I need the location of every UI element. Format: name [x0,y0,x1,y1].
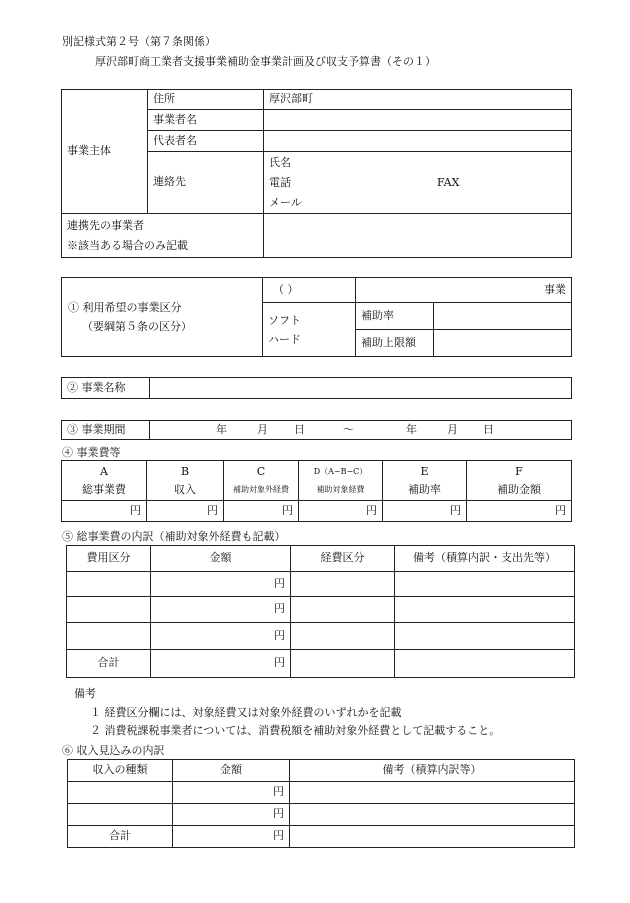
table-row[interactable] [68,804,173,826]
notes-title: 備考 [74,687,96,700]
table-row[interactable] [67,597,151,623]
cost-e-field[interactable]: 円 [383,501,467,522]
cost-c-field[interactable]: 円 [224,501,299,522]
project-name-label: ② 事業名称 [62,378,150,399]
period-month-1: 月 [257,423,268,436]
category-paren[interactable]: （ ） [263,278,356,303]
category-suffix: 事業 [356,278,572,303]
breakdown-header-type: 経費区分 [291,546,395,572]
breakdown-header-amount: 金額 [151,546,291,572]
breakdown-section-title: ⑤ 総事業費の内訳（補助対象外経費も記載） [62,530,286,543]
table-row[interactable] [67,623,151,650]
income-header-notes: 備考（積算内訳等） [290,760,575,782]
soft-option[interactable]: ソフト [268,313,301,327]
period-year-2: 年 [406,423,417,436]
partner-label: 連携先の事業者 ※該当ある場合のみ記載 [62,214,264,258]
period-label: ③ 事業期間 [62,421,150,440]
breakdown-type-field[interactable] [291,572,395,597]
limit-field[interactable] [434,330,572,357]
partner-field[interactable] [264,214,572,258]
cost-col-b: B 収入 [147,461,224,501]
name-label: 氏名 [269,156,291,169]
limit-label: 補助上限額 [356,330,434,357]
income-header-type: 収入の種類 [68,760,173,782]
income-total-field[interactable]: 円 [173,826,290,848]
breakdown-notes-field[interactable] [395,623,575,650]
income-total-label: 合計 [68,826,173,848]
period-year-1: 年 [216,423,227,436]
table-row[interactable] [67,572,151,597]
entity-table [61,89,572,258]
period-month-2: 月 [447,423,458,436]
income-table [67,759,575,848]
breakdown-header-notes: 備考（積算内訳・支出先等） [395,546,575,572]
breakdown-amount-field[interactable]: 円 [151,572,291,597]
breakdown-total-notes[interactable] [395,650,575,678]
page-title: 厚沢部町商工業者支援事業補助金事業計画及び収支予算書（その１） [95,55,436,68]
costs-table [61,460,572,522]
cost-d-field[interactable]: 円 [299,501,383,522]
cost-col-c: C 補助対象外経費 [224,461,299,501]
income-notes-field[interactable] [290,804,575,826]
rate-field[interactable] [434,303,572,330]
cost-col-e: E 補助率 [383,461,467,501]
period-day-2: 日 [483,423,494,436]
rate-label: 補助率 [356,303,434,330]
soft-hard-options[interactable] [263,303,356,357]
project-name-table [61,377,572,399]
project-name-field[interactable] [150,378,572,399]
cost-f-field[interactable]: 円 [467,501,572,522]
representative-field[interactable] [264,131,572,152]
period-table [61,420,572,440]
cost-col-f: F 補助金額 [467,461,572,501]
contact-field[interactable] [264,152,572,214]
income-total-notes[interactable] [290,826,575,848]
breakdown-table [66,545,575,678]
fax-label: FAX [437,176,460,189]
breakdown-header-category: 費用区分 [67,546,151,572]
breakdown-type-field[interactable] [291,623,395,650]
table-row[interactable] [68,782,173,804]
phone-label: 電話 [269,176,291,189]
cost-col-d: D（A−B−C） 補助対象経費 [299,461,383,501]
contact-label: 連絡先 [148,152,264,214]
category-label: ① 利用希望の事業区分 （要綱第５条の区分） [62,278,263,357]
business-name-field[interactable] [264,110,572,131]
costs-section-title: ④ 事業費等 [62,446,121,459]
income-header-amount: 金額 [173,760,290,782]
breakdown-total-type[interactable] [291,650,395,678]
breakdown-total-label: 合計 [67,650,151,678]
hard-option[interactable]: ハード [268,332,301,346]
breakdown-total-field[interactable]: 円 [151,650,291,678]
note-item-2: ２ 消費税課税事業者については、消費税額を補助対象外経費として記載すること。 [90,724,501,737]
mail-label: メール [269,196,302,209]
entity-label: 事業主体 [62,90,148,214]
business-name-label: 事業者名 [148,110,264,131]
form-number: 別記様式第２号（第７条関係） [62,35,216,48]
period-day-1: 日 [294,423,305,436]
address-field[interactable]: 厚沢部町 [264,90,572,110]
period-tilde: ～ [343,423,354,436]
income-amount-field[interactable]: 円 [173,782,290,804]
period-field[interactable] [150,421,572,440]
category-table [61,277,572,357]
income-notes-field[interactable] [290,782,575,804]
breakdown-amount-field[interactable]: 円 [151,623,291,650]
note-item-1: １ 経費区分欄には、対象経費又は対象外経費のいずれかを記載 [90,706,402,719]
breakdown-notes-field[interactable] [395,597,575,623]
representative-label: 代表者名 [148,131,264,152]
income-amount-field[interactable]: 円 [173,804,290,826]
breakdown-amount-field[interactable]: 円 [151,597,291,623]
address-label: 住所 [148,90,264,110]
cost-a-field[interactable]: 円 [62,501,147,522]
breakdown-type-field[interactable] [291,597,395,623]
income-section-title: ⑥ 収入見込みの内訳 [62,744,165,757]
cost-col-a: A 総事業費 [62,461,147,501]
breakdown-notes-field[interactable] [395,572,575,597]
cost-b-field[interactable]: 円 [147,501,224,522]
